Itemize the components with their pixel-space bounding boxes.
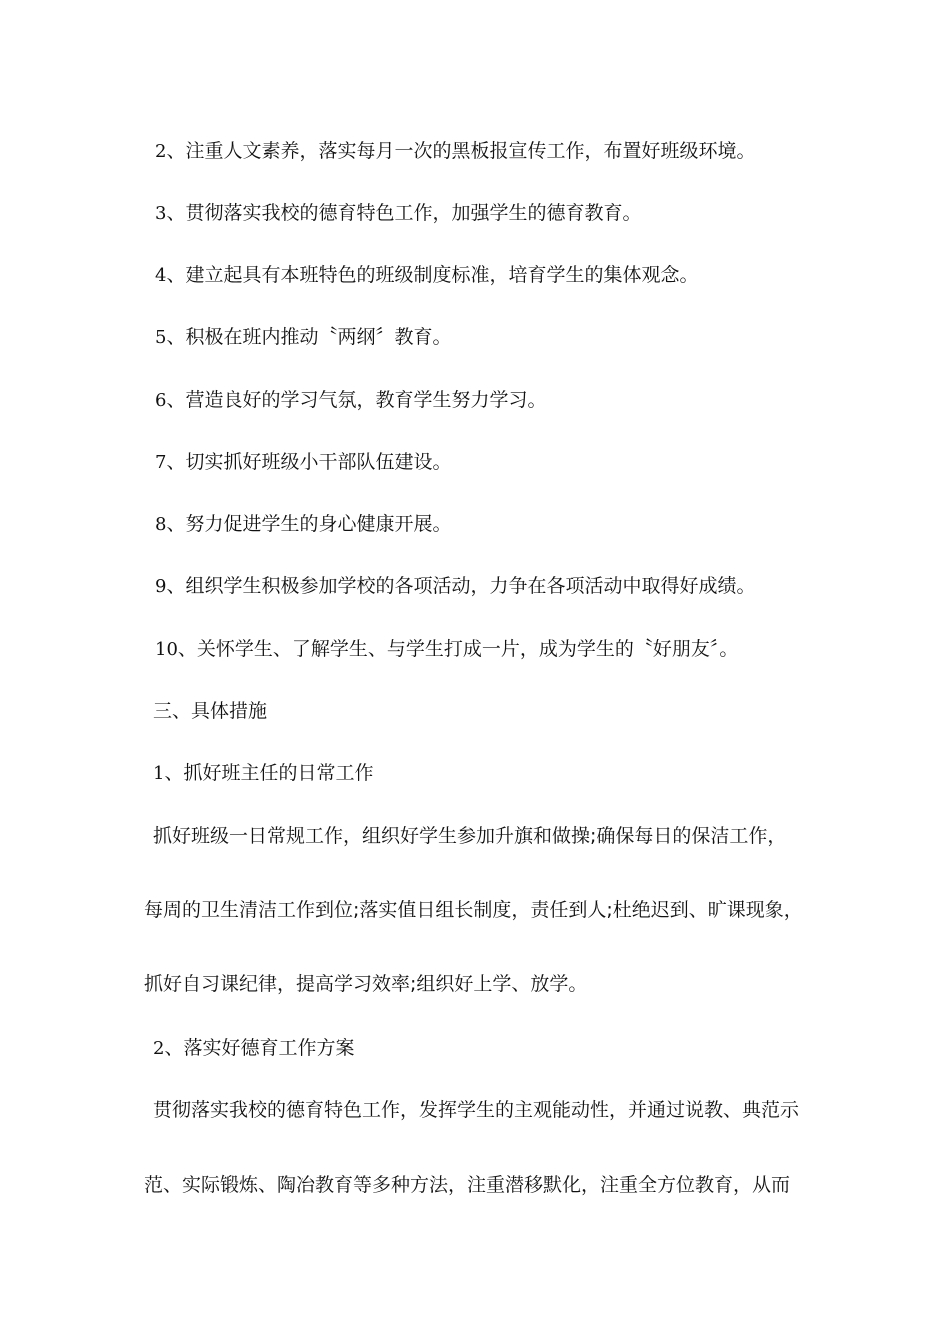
goal-number: 6 [155, 390, 167, 411]
subsection-heading-2 [0, 1034, 950, 1063]
goal-item-9 [0, 572, 950, 601]
goal-text: 、建立起具有本班特色的班级制度标准，培育学生的集体观念。 [166, 264, 699, 286]
goal-text: 、营造良好的学习气氛，教育学生努力学习。 [166, 389, 547, 411]
goal-number: 2 [155, 141, 167, 162]
goal-text: 、注重人文素养，落实每月一次的黑板报宣传工作，布置好班级环境。 [166, 140, 756, 162]
paragraph-line: 每周的卫生清洁工作到位;落实值日组长制度，责任到人;杜绝迟到、旷课现象， [144, 899, 803, 921]
subsection-title: 、落实好德育工作方案 [164, 1037, 355, 1059]
goal-item-4 [0, 261, 950, 290]
goal-number: 9 [155, 576, 167, 597]
goal-number: 4 [155, 265, 167, 286]
goal-item-3 [0, 199, 950, 228]
goal-item-2 [0, 137, 950, 166]
goal-text: 、积极在班内推动〝两纲〞教育。 [166, 326, 452, 348]
subsection-number: 1 [153, 763, 165, 784]
goal-item-6 [0, 386, 950, 415]
goal-text: 、关怀学生、了解学生、与学生打成一片，成为学生的〝好朋友〞。 [177, 638, 739, 660]
goal-item-10 [0, 635, 950, 664]
paragraph-line: 贯彻落实我校的德育特色工作，发挥学生的主观能动性，并通过说教、典范示 [153, 1099, 800, 1121]
subsection-title: 、抓好班主任的日常工作 [164, 762, 374, 784]
goal-item-7 [0, 448, 950, 477]
goal-text: 、努力促进学生的身心健康开展。 [166, 513, 452, 535]
goal-text: 、切实抓好班级小干部队伍建设。 [166, 451, 452, 473]
goal-number: 8 [155, 514, 167, 535]
goal-number: 5 [155, 327, 167, 348]
goal-item-5 [0, 323, 950, 352]
goal-item-8 [0, 510, 950, 539]
paragraph-line: 抓好班级一日常规工作，组织好学生参加升旗和做操;确保每日的保洁工作， [153, 825, 787, 847]
subsection-number: 2 [153, 1038, 165, 1059]
section-heading: 三、具体措施 [153, 700, 268, 722]
goal-number: 3 [155, 203, 167, 224]
goal-text: 、贯彻落实我校的德育特色工作，加强学生的德育教育。 [166, 202, 642, 224]
subsection-heading-1 [0, 759, 950, 788]
paragraph-line: 范、实际锻炼、陶冶教育等多种方法，注重潜移默化，注重全方位教育，从而 [144, 1174, 791, 1196]
paragraph-line: 抓好自习课纪律，提高学习效率;组织好上学、放学。 [144, 973, 588, 995]
goal-number: 10 [155, 639, 178, 660]
goal-text: 、组织学生积极参加学校的各项活动，力争在各项活动中取得好成绩。 [166, 575, 756, 597]
goal-number: 7 [155, 452, 167, 473]
